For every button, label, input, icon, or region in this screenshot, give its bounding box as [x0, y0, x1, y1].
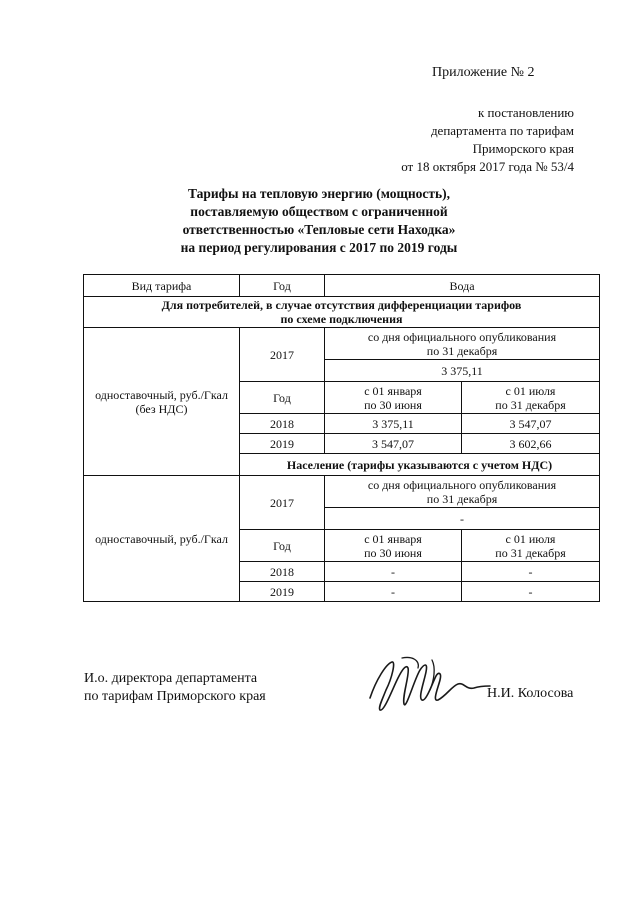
section2-row-h2: -: [462, 582, 600, 602]
section1-row-h1: 3 375,11: [325, 414, 462, 434]
section1-period-2-line-1: с 01 июля: [505, 383, 556, 398]
decree-line-4: от 18 октября 2017 года № 53/4: [401, 159, 574, 174]
section2-period-full-line-1: со дня официального опубликования: [367, 477, 557, 492]
section2-period-1-line-2: по 30 июня: [364, 545, 422, 560]
section1-tariff-type: [84, 328, 240, 476]
section1-type-line-2: (без НДС): [135, 401, 188, 416]
table-row: [84, 476, 600, 508]
header-year: Год: [240, 275, 325, 297]
section2-period-2-line-2: по 31 декабря: [495, 545, 566, 560]
header-water: Вода: [325, 275, 600, 297]
section2-row-h1: -: [325, 582, 462, 602]
section1-period-full-line-2: по 31 декабря: [426, 343, 498, 358]
section2-row-year: 2018: [240, 562, 325, 582]
appendix-label: Приложение № 2: [432, 65, 535, 80]
table-row: [84, 328, 600, 360]
section2-period-1: [325, 530, 462, 562]
handwritten-signature: [362, 650, 492, 722]
signatory-position-line-2: по тарифам Приморского края: [84, 689, 266, 704]
title-line-4: на период регулирования с 2017 по 2019 годы: [180, 240, 458, 255]
section2-period-full-line-2: по 31 декабря: [426, 491, 498, 506]
header-tariff-type: Вид тарифа: [84, 275, 240, 297]
decree-line-2: департамента по тарифам: [430, 123, 574, 138]
section1-title-line-1: Для потребителей, в случае отсутствия дифференциации тарифов: [161, 298, 522, 312]
section2-period-2: [462, 530, 600, 562]
document-title: [80, 185, 558, 257]
section2-title: Население (тарифы указываются с учетом НДС): [240, 454, 600, 476]
section2-row-h2: -: [462, 562, 600, 582]
section1-header-row: [84, 297, 600, 328]
section1-period-2-line-2: по 31 декабря: [495, 397, 566, 412]
signatory-name: Н.И. Колосова: [487, 686, 574, 701]
section1-title: [84, 297, 600, 328]
section2-period-2-line-1: с 01 июля: [505, 531, 556, 546]
section1-row-year: 2018: [240, 414, 325, 434]
title-line-3: ответственностью «Тепловые сети Находка»: [182, 222, 456, 237]
decree-line-1: к постановлению: [477, 105, 574, 120]
section1-period-1-line-1: с 01 января: [364, 383, 422, 398]
section1-period-1: [325, 382, 462, 414]
section1-period-full: [325, 328, 600, 360]
section1-row-h2: 3 547,07: [462, 414, 600, 434]
section1-row-year: 2019: [240, 434, 325, 454]
section2-year-2017: 2017: [240, 476, 325, 530]
section1-value-2017: 3 375,11: [325, 360, 600, 382]
section1-period-1-line-2: по 30 июня: [364, 397, 422, 412]
tariff-table: [83, 274, 600, 602]
signatory-position-line-1: И.о. директора департамента: [84, 671, 258, 686]
table-header-row: [84, 275, 600, 297]
section1-period-full-line-1: со дня официального опубликования: [367, 329, 557, 344]
section2-row-h1: -: [325, 562, 462, 582]
title-line-2: поставляемую обществом с ограниченной: [190, 204, 448, 219]
decree-reference: [401, 104, 574, 176]
section1-period-2: [462, 382, 600, 414]
section2-value-2017: -: [325, 508, 600, 530]
section2-row-year: 2019: [240, 582, 325, 602]
section1-type-line-1: одноставочный, руб./Гкал: [95, 387, 228, 402]
section2-year-label: Год: [240, 530, 325, 562]
section1-year-2017: 2017: [240, 328, 325, 382]
section1-title-line-2: по схеме подключения: [280, 312, 403, 326]
section2-period-1-line-1: с 01 января: [364, 531, 422, 546]
section1-row-h2: 3 602,66: [462, 434, 600, 454]
decree-line-3: Приморского края: [472, 141, 574, 156]
section1-year-label: Год: [240, 382, 325, 414]
section1-row-h1: 3 547,07: [325, 434, 462, 454]
section2-period-full: [325, 476, 600, 508]
title-line-1: Тарифы на тепловую энергию (мощность),: [187, 186, 451, 201]
section2-tariff-type: одноставочный, руб./Гкал: [84, 476, 240, 602]
signatory-position: [84, 670, 266, 706]
